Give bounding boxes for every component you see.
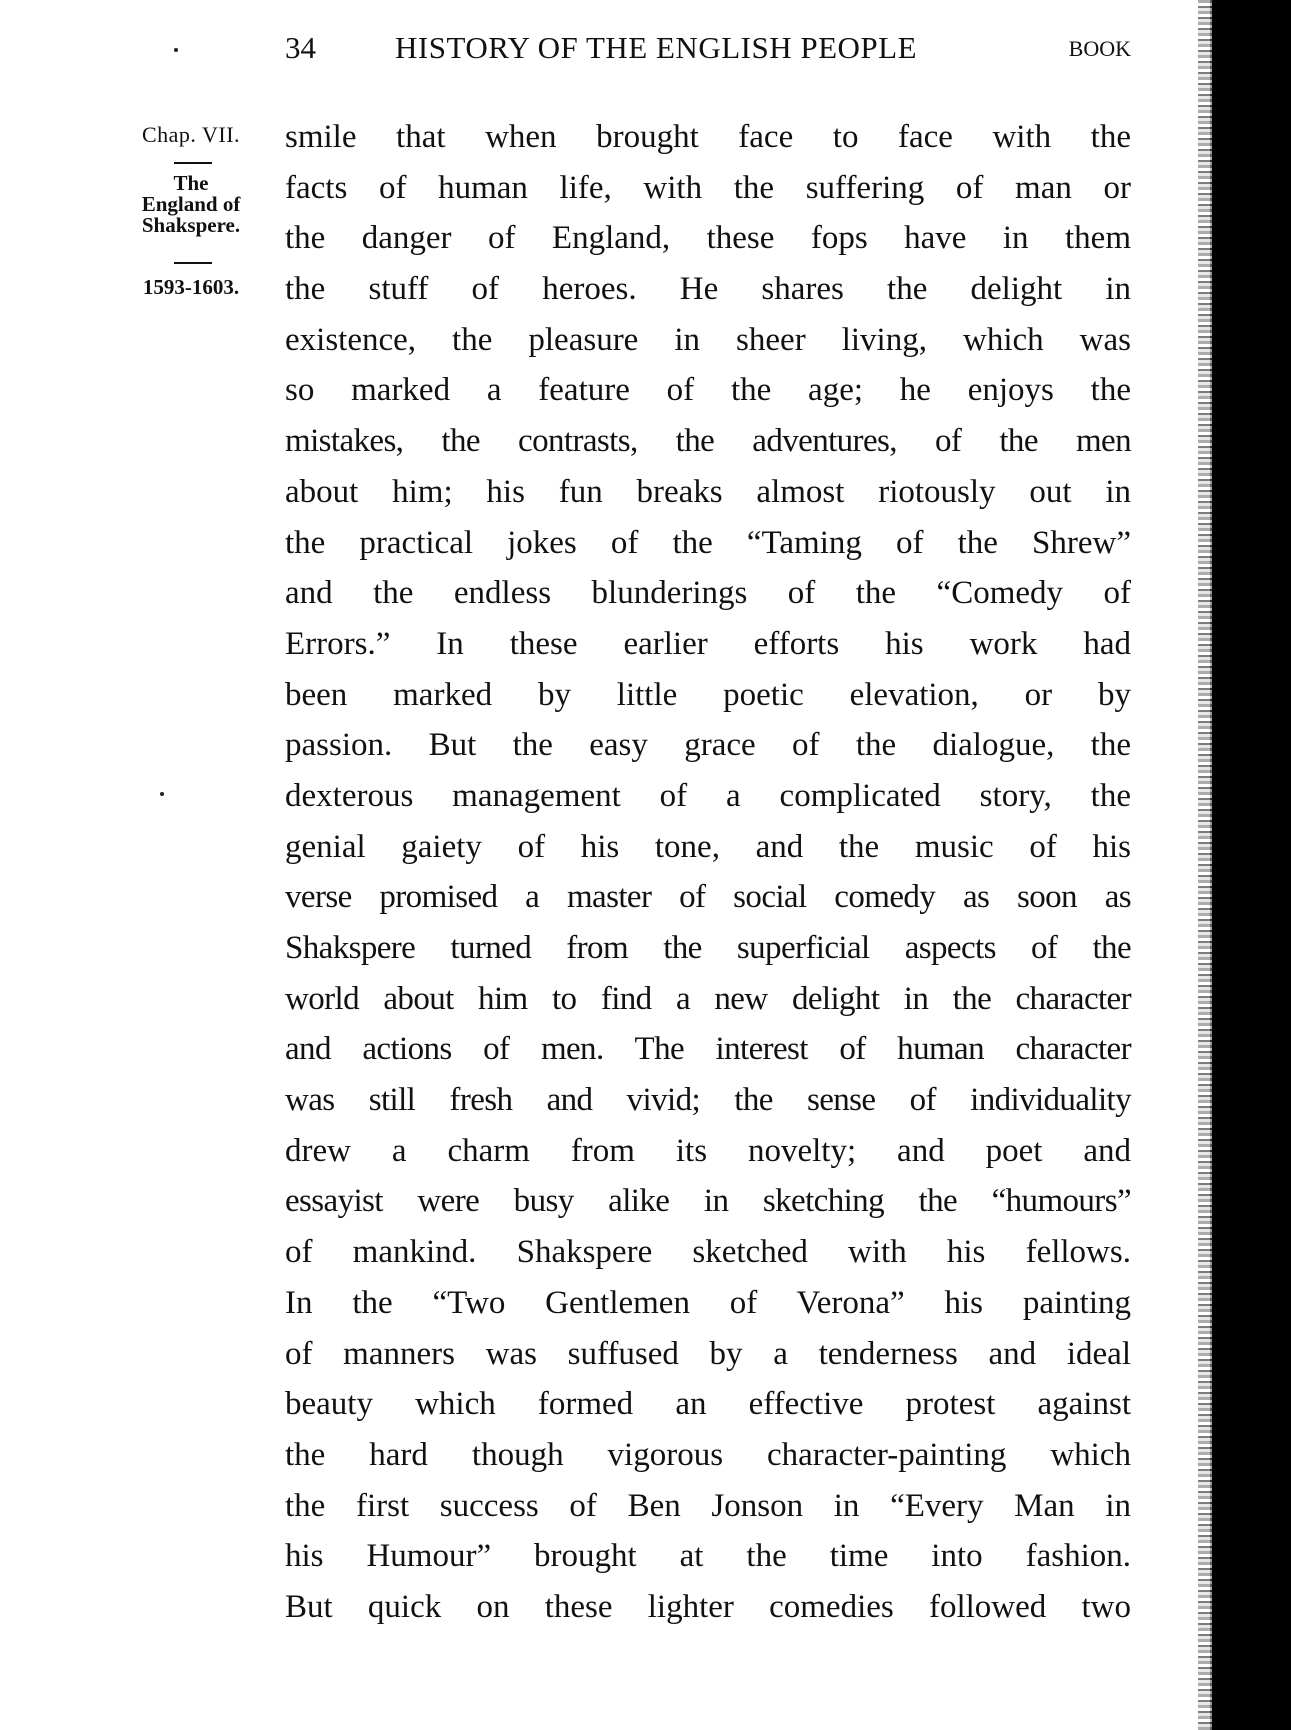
text-line: about him; his fun breaks almost riotously out in (285, 473, 1131, 510)
text-line: of manners was suffused by a tenderness and ideal (285, 1335, 1131, 1372)
margin-rule (174, 162, 212, 164)
text-line: the stuff of heroes. He shares the delight in (285, 271, 1131, 308)
text-line: the hard though vigorous character-painting which (285, 1436, 1131, 1473)
text-line: verse promised a master of social comedy as soon as (285, 879, 1131, 916)
text-line: the first success of Ben Jonson in “Every Man in (285, 1487, 1131, 1524)
text-line: Errors.” In these earlier efforts his work had (285, 625, 1131, 662)
text-line: mistakes, the contrasts, the adventures, of the men (285, 423, 1131, 460)
book-label: BOOK (1068, 36, 1131, 61)
text-line: But quick on these lighter comedies followed two (285, 1588, 1131, 1625)
text-line: so marked a feature of the age; he enjoys the (285, 372, 1131, 409)
text-line: dexterous management of a complicated story, the (285, 777, 1131, 814)
text-line: was still fresh and vivid; the sense of individuality (285, 1082, 1131, 1119)
sidenote-line: The (173, 171, 209, 195)
sidenote-line: Shakspere. (141, 213, 241, 237)
running-title: HISTORY OF THE ENGLISH PEOPLE (395, 30, 918, 65)
text-line: smile that when brought face to face with the (285, 119, 1131, 155)
text-line: existence, the pleasure in sheer living, which was (285, 321, 1131, 358)
text-line: world about him to find a new delight in the character (285, 980, 1131, 1017)
sidenote-line: England of (141, 192, 241, 216)
text-line: drew a charm from its novelty; and poet and (285, 1132, 1131, 1169)
text-line: genial gaiety of his tone, and the music of his (285, 828, 1131, 865)
text-line: and the endless blunderings of the “Comedy of (285, 575, 1131, 612)
text-line: passion. But the easy grace of the dialogue, the (285, 727, 1131, 764)
text-line: his Humour” brought at the time into fashion. (285, 1538, 1131, 1575)
text-line: essayist were busy alike in sketching the “humours” (285, 1183, 1131, 1220)
text-line: Shakspere turned from the superficial aspects of the (285, 930, 1131, 966)
body-text (285, 112, 1131, 1633)
text-line: of mankind. Shakspere sketched with his fellows. (285, 1234, 1131, 1271)
speck (160, 792, 164, 796)
sidenote (120, 173, 262, 236)
year-range: 1593-1603. (142, 275, 240, 299)
margin-rule (174, 262, 212, 264)
chapter-label: Chap. VII. (141, 122, 241, 147)
text-line: and actions of men. The interest of human character (285, 1031, 1131, 1068)
page-number: 34 (285, 30, 316, 65)
text-line: facts of human life, with the suffering of man or (285, 169, 1131, 206)
text-line: the danger of England, these fops have in them (285, 220, 1131, 257)
running-header (285, 30, 1131, 74)
text-line: the practical jokes of the “Taming of the Shrew” (285, 524, 1131, 561)
text-line: beauty which formed an effective protest against (285, 1386, 1131, 1423)
text-line: been marked by little poetic elevation, or by (285, 676, 1131, 713)
scan-edge (1210, 0, 1291, 1730)
text-line: In the “Two Gentlemen of Verona” his painting (285, 1284, 1131, 1321)
speck (174, 48, 178, 52)
